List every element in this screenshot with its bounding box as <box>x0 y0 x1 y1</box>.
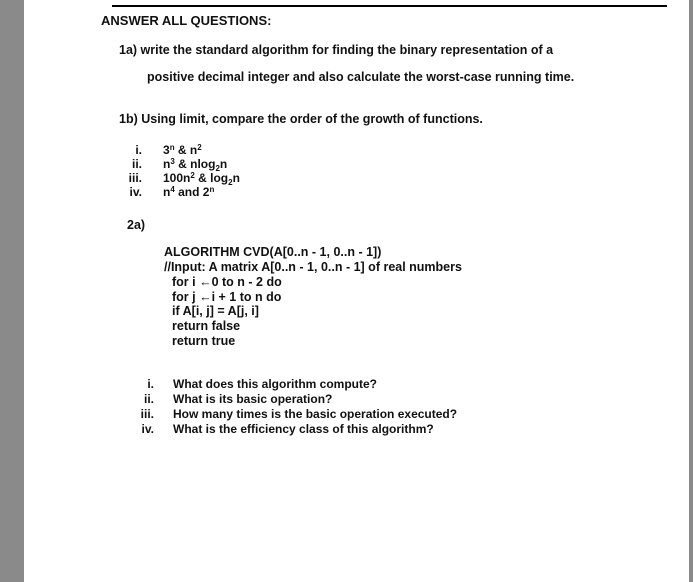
algo-line-2: //Input: A matrix A[0..n - 1, 0..n - 1] of real numbers <box>164 260 462 274</box>
q1a-line1: 1a) write the standard algorithm for finding the binary representation of a <box>119 43 554 57</box>
q2a-question-2: What is its basic operation? <box>173 392 333 406</box>
algo-line-3: for i ←0 to n - 2 do <box>172 275 282 289</box>
document-page <box>24 0 689 582</box>
q2a-label: 2a) <box>127 218 146 232</box>
algo-line-5: if A[i, j] = A[j, i] <box>172 304 259 318</box>
q1b-item-3: $100n^2$ & $\log_2n$ <box>163 171 240 187</box>
q2a-num-2: ii. <box>143 392 154 406</box>
q1a-line2: positive decimal integer and also calculate the worst-case running time. <box>147 70 575 84</box>
q1b-num-2: ii. <box>131 157 142 171</box>
q1b-num-4: iv. <box>129 185 142 199</box>
q2a-question-3: How many times is the basic operation executed? <box>173 407 458 421</box>
algo-line-6: return false <box>172 319 241 333</box>
q2a-num-3: iii. <box>140 407 154 421</box>
q2a-question-1: What does this algorithm compute? <box>173 377 378 391</box>
q2a-num-1: i. <box>147 377 154 391</box>
algo-line-7: return true <box>172 334 236 348</box>
algo-line-1: ALGORITHM CVD(A[0..n - 1, 0..n - 1]) <box>164 245 382 259</box>
viewer-right-margin <box>689 0 693 582</box>
q1b-item-1: 3$^n$ & $n^2$ <box>163 143 202 157</box>
q1b-item-4: $n^4$ and 2$^n$ <box>163 185 215 199</box>
q2a-question-4: What is the efficiency class of this algorithm? <box>173 422 434 436</box>
q1b-title: 1b) Using limit, compare the order of the growth of functions. <box>119 112 483 126</box>
q1b-num-3: iii. <box>128 171 142 185</box>
algo-line-4: for j ←i + 1 to n do <box>172 290 282 304</box>
top-rule <box>112 5 667 7</box>
header-title: ANSWER ALL QUESTIONS: <box>101 13 272 28</box>
q1b-num-1: i. <box>135 143 142 157</box>
viewer-left-margin <box>0 0 24 582</box>
q2a-num-4: iv. <box>141 422 154 436</box>
q1b-item-2: $n^3$ & nlog$_2$n <box>163 157 228 173</box>
